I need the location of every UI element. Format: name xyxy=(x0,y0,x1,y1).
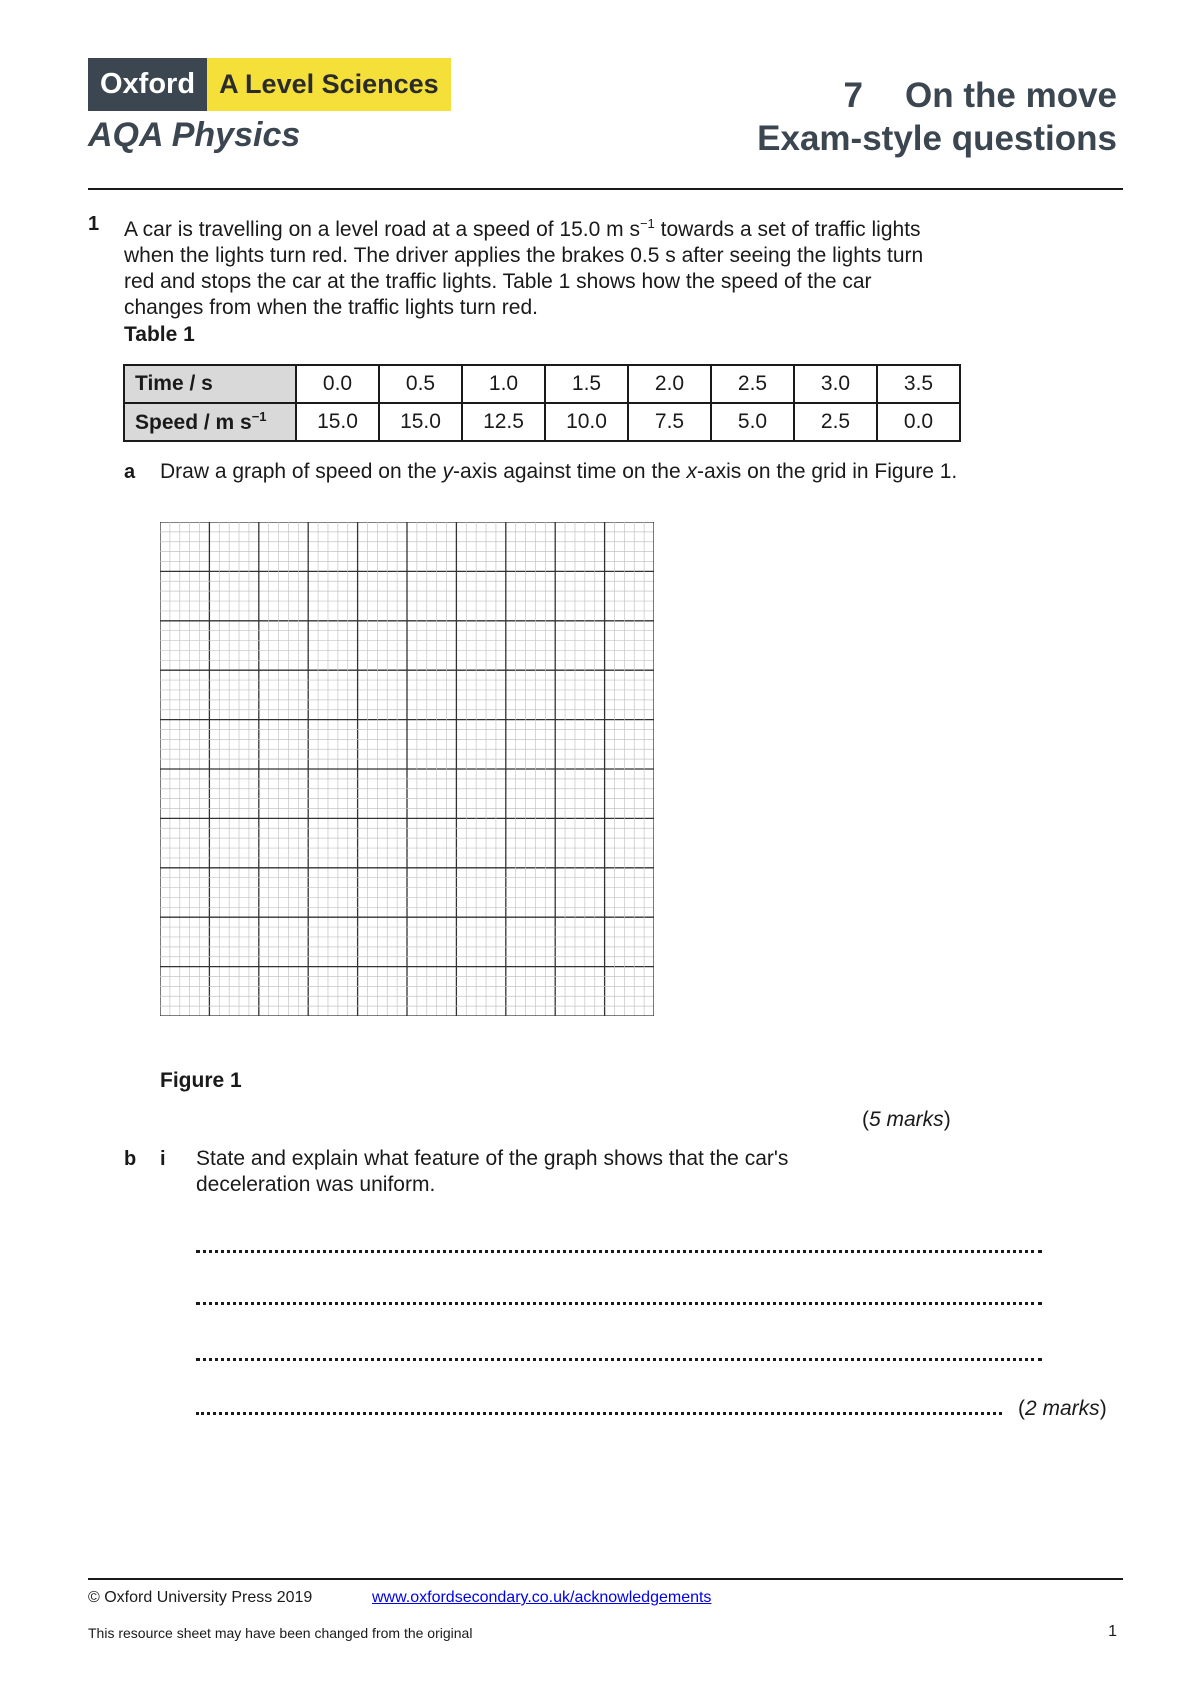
time-cell: 0.5 xyxy=(379,365,462,403)
part-b-text: State and explain what feature of the graph shows that the car's deceleration was uniform. xyxy=(196,1147,789,1196)
marks-open: ( xyxy=(1018,1397,1025,1420)
graph-paper-grid[interactable] xyxy=(160,522,654,1016)
time-cell: 2.0 xyxy=(628,365,711,403)
part-a-marks xyxy=(862,1108,951,1132)
speed-cell: 15.0 xyxy=(379,403,462,441)
table-label: Table 1 xyxy=(124,323,195,346)
marks-value: 2 marks xyxy=(1025,1397,1100,1420)
speed-cell: 10.0 xyxy=(545,403,628,441)
page-number: 1 xyxy=(1108,1623,1117,1640)
speed-cell: 5.0 xyxy=(711,403,794,441)
part-a-text xyxy=(160,459,960,485)
footer-divider xyxy=(88,1578,1123,1580)
chapter-number: 7 xyxy=(843,76,864,115)
time-cell: 3.0 xyxy=(794,365,877,403)
speed-header-text: Speed / m s xyxy=(135,411,252,434)
part-a-x: x xyxy=(686,460,697,483)
part-a-label: a xyxy=(124,461,136,483)
part-a-text-1: Draw a graph of speed on the xyxy=(160,460,443,483)
figure-label: Figure 1 xyxy=(160,1069,242,1092)
time-cell: 0.0 xyxy=(296,365,379,403)
speed-header xyxy=(124,403,296,441)
answer-line[interactable] xyxy=(196,1250,1042,1253)
time-cell: 3.5 xyxy=(877,365,960,403)
part-b-label: b xyxy=(124,1148,137,1170)
speed-cell: 2.5 xyxy=(794,403,877,441)
part-a-text-3: -axis on the grid in Figure 1. xyxy=(696,460,958,483)
footer-note: This resource sheet may have been changed from the original xyxy=(88,1625,473,1641)
marks-value: 5 marks xyxy=(869,1108,944,1131)
part-a-text-2: -axis against time on the xyxy=(453,460,687,483)
chapter-heading xyxy=(757,74,1117,160)
time-cell: 1.5 xyxy=(545,365,628,403)
time-row xyxy=(124,365,960,403)
question-text-start: A car is travelling on a level road at a speed of 15.0 m s xyxy=(124,218,640,241)
brand-oxford: Oxford xyxy=(88,58,207,111)
question-number: 1 xyxy=(88,213,100,235)
speed-cell: 0.0 xyxy=(877,403,960,441)
section-title: Exam-style questions xyxy=(757,119,1117,158)
data-table xyxy=(123,364,961,442)
copyright-text: © Oxford University Press 2019 xyxy=(88,1589,313,1606)
time-cell: 1.0 xyxy=(462,365,545,403)
time-header: Time / s xyxy=(124,365,296,403)
brand-logo xyxy=(88,58,451,111)
part-a-y: y xyxy=(442,460,454,483)
answer-line[interactable] xyxy=(196,1358,1042,1361)
marks-close: ) xyxy=(1099,1397,1107,1420)
chapter-title: On the move xyxy=(905,76,1117,115)
part-b-sub-label: i xyxy=(160,1148,166,1170)
unit-superscript: −1 xyxy=(639,216,655,231)
marks-open: ( xyxy=(862,1108,869,1131)
header-divider xyxy=(88,188,1123,190)
brand-series: A Level Sciences xyxy=(207,58,451,111)
marks-close: ) xyxy=(943,1108,951,1131)
speed-cell: 12.5 xyxy=(462,403,545,441)
answer-line[interactable] xyxy=(196,1302,1042,1305)
speed-header-sup: −1 xyxy=(251,409,267,424)
speed-cell: 15.0 xyxy=(296,403,379,441)
question-text xyxy=(124,211,954,321)
time-cell: 2.5 xyxy=(711,365,794,403)
acknowledgements-link[interactable]: www.oxfordsecondary.co.uk/acknowledgements xyxy=(372,1589,712,1606)
subject-title: AQA Physics xyxy=(88,116,301,154)
part-b-marks xyxy=(1018,1397,1107,1421)
speed-cell: 7.5 xyxy=(628,403,711,441)
answer-line[interactable] xyxy=(196,1412,1002,1415)
question-text-end: towards a set of traffic lights when the lights turn red. The driver applies the brakes 0.5 s after seeing the lights turn red and stops the car at the traffic lights. Table 1 shows how the speed of the car changes from when the traffic lights turn red. xyxy=(124,218,924,319)
speed-row xyxy=(124,403,960,441)
